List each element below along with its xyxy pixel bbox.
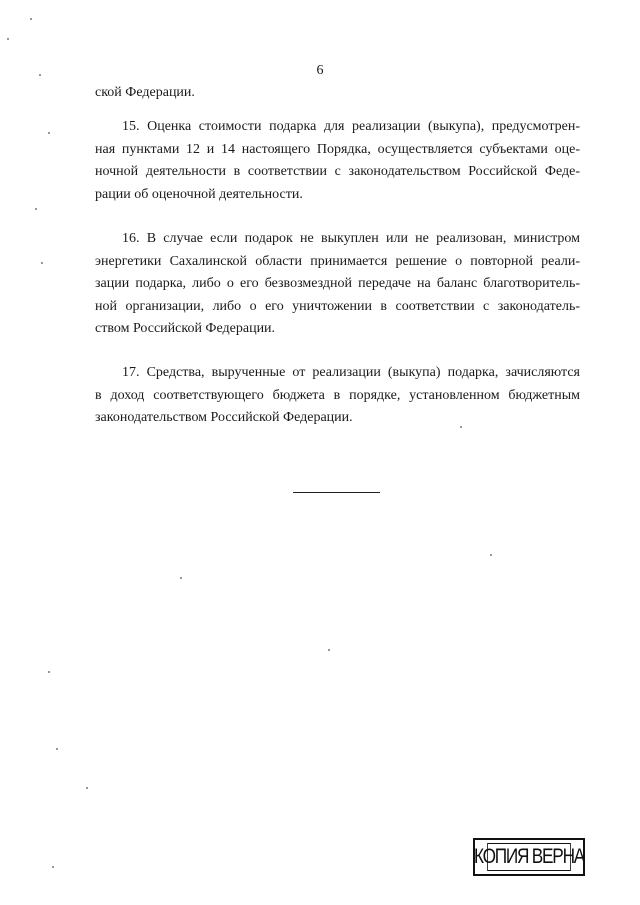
paragraph-line: в доход соответствующего бюджета в порядке, установленном бюджетным: [95, 387, 580, 403]
copy-stamp: [473, 838, 585, 876]
copy-stamp-text: КОПИЯ ВЕРНА: [487, 843, 571, 871]
paragraph-line: ночной деятельности в соответствии с законодательством Российской Феде-: [95, 164, 580, 179]
scan-speck: [86, 787, 88, 789]
paragraph-line: зации подарка, либо о его безвозмездной передаче на баланс благотворитель-: [95, 276, 580, 291]
scan-speck: [180, 577, 182, 579]
scan-speck: [490, 554, 492, 556]
paragraph-line: ной организации, либо о его уничтожении в соответствии с законодатель-: [95, 298, 580, 314]
paragraph-line: энергетики Сахалинской области принимается решение о повторной реали-: [95, 253, 580, 269]
scan-speck: [39, 74, 41, 76]
paragraph-17: [95, 362, 580, 430]
paragraph-line: 17. Средства, вырученные от реализации (выкупа) подарка, зачисляются: [122, 365, 580, 380]
scan-speck: [328, 649, 330, 651]
paragraph-15: [95, 116, 580, 206]
scan-speck: [7, 38, 9, 40]
paragraph-line: 15. Оценка стоимости подарка для реализации (выкупа), предусмотрен-: [122, 119, 580, 134]
scan-speck: [35, 208, 37, 210]
scan-speck: [48, 132, 50, 134]
paragraph-line: ная пунктами 12 и 14 настоящего Порядка, осуществляется субъектами оце-: [95, 141, 580, 157]
paragraph-16: [95, 228, 580, 341]
scan-speck: [52, 866, 54, 868]
paragraph-continuation: [95, 82, 580, 105]
scan-speck: [48, 671, 50, 673]
page-number: 6: [316, 63, 324, 78]
scan-speck: [56, 748, 58, 750]
paragraph-line: ской Федерации.: [95, 85, 195, 100]
paragraph-line: 16. В случае если подарок не выкуплен или не реализован, министром: [122, 231, 580, 246]
paragraph-line: рации об оценочной деятельности.: [95, 186, 303, 202]
scan-speck: [41, 262, 43, 264]
scan-speck: [460, 426, 462, 428]
scan-speck: [30, 18, 32, 20]
end-divider-line: [293, 492, 380, 493]
paragraph-line: законодательством Российской Федерации.: [95, 410, 353, 425]
paragraph-line: ством Российской Федерации.: [95, 321, 276, 336]
